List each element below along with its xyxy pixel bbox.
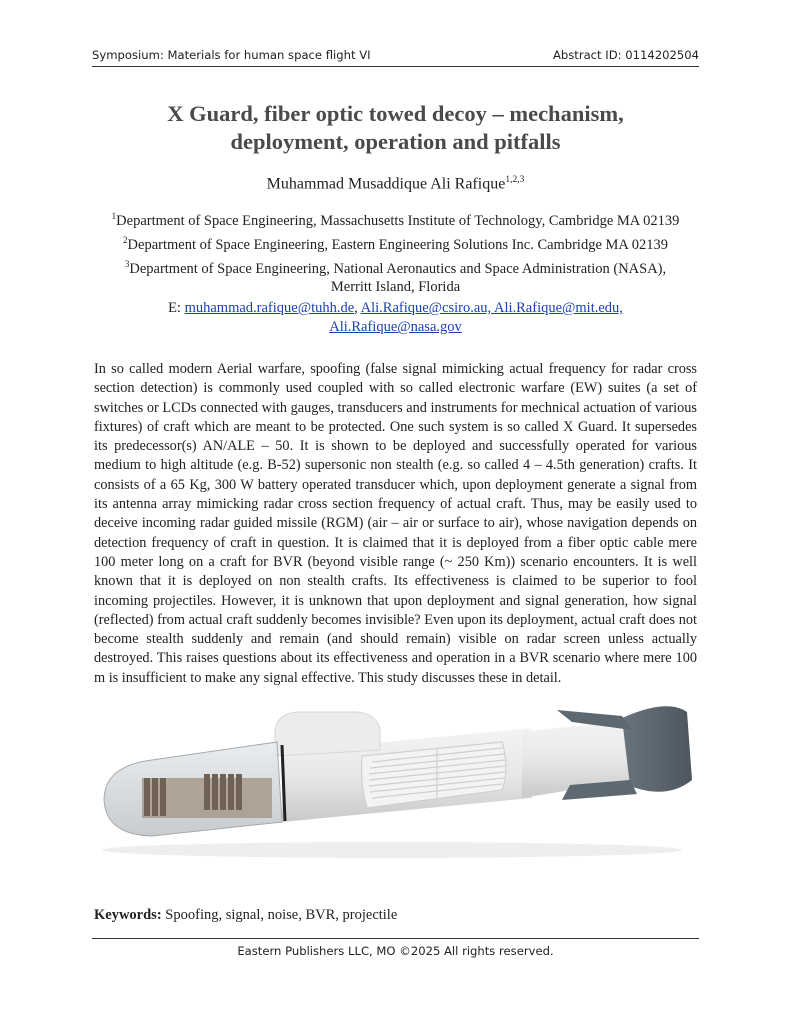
header-symposium: Symposium: Materials for human space flight VI (92, 48, 371, 62)
email-prefix: E: (168, 300, 185, 316)
header-abstract-id: Abstract ID: 0114202504 (552, 48, 699, 62)
affiliation-number: 1 (111, 211, 117, 221)
affiliation-text: Department of Space Engineering, Eastern Engineering Solutions Inc. Cambridge MA 02139 (127, 236, 668, 253)
footer-divider (92, 938, 699, 939)
top-housing (275, 712, 380, 756)
keywords (94, 907, 697, 924)
title-line-2: deployment, operation and pitfalls (230, 129, 561, 154)
affiliation-number: 2 (123, 234, 128, 245)
affiliation-text: Department of Space Engineering, Massachusetts Institute of Technology, Cambridge MA 02139 (116, 212, 680, 229)
affiliations (92, 207, 699, 297)
author-name: Muhammad Musaddique Ali Rafique (266, 175, 506, 193)
affiliation-text: Department of Space Engineering, National Aeronautics and Space Administration (NASA), (129, 260, 667, 277)
keywords-text: Spoofing, signal, noise, BVR, projectile (161, 907, 398, 923)
affiliation-3 (92, 255, 699, 279)
running-header (92, 44, 699, 67)
keywords-label: Keywords: (94, 907, 162, 923)
email-link-nasa[interactable]: Ali.Rafique@nasa.gov (329, 319, 462, 335)
paper-title (92, 100, 699, 156)
title-line-1: X Guard, fiber optic towed decoy – mechanism, (167, 101, 624, 126)
author (92, 175, 699, 193)
email-link-tuhh[interactable]: muhammad.rafique@tuhh.de (184, 300, 355, 316)
affiliation-2 (92, 231, 699, 255)
emails: E: muhammad.rafique@tuhh.de, Ali.Rafique@csiro.au, Ali.Rafique@mit.edu, Ali.Rafique@nasa.gov (168, 300, 623, 335)
shadow (102, 842, 682, 858)
affiliation-3-cont: Merritt Island, Florida (330, 279, 461, 296)
author-superscript: 1,2,3 (505, 175, 525, 185)
affiliation-number: 3 (124, 258, 130, 269)
abstract-body: In so called modern Aerial warfare, spoofing (false signal mimicking actual frequency for radar cross section detection) is commonly used coupled with so called electronic warfare (EW) suites (a set of switches or LCDs connected with gauges, transducers and instruments for mechnical actuation of various fixtures) of craft which are meant to be protected. One such system is so called X Guard. It supersedes its predecessor(s) AN/ALE – 50. It is shown to be deployed and successfully operated for various medium to high altitude (e.g. B-52) supersonic non stealth (e.g. so called 4 – 4.5th generation) crafts. It consists of a 65 Kg, 300 W battery operated transducer which, upon deployment generate a signal from its antenna array mimicking radar cross section frequency of actual craft. Thus, may be easily used to deceive incoming radar guided missile (RGM) (air – air or surface to air), whose navigation depends on detection frequency of craft in question. It is claimed that it is deployed from a fiber optic cable mere 100 meter long on a craft for BVR (beyond visible range (~ 250 Km)) scenario encounters. It is well known that it is deployed on non stealth crafts. Its effectiveness is claimed to be superior to fool incoming projectiles. However, it is unknown that upon deployment and signal generation, how signal (reflected) from actual craft suddenly becomes invisible? Even upon its deployment, actual craft does not become stealth suddenly and remain (and should remain) visible on radar screen unless actually destroyed. This raises questions about its effectiveness and operation in a BVR scenario where mere 100 m is insufficient to make any signal effective. This study discusses these in detail. (94, 361, 697, 686)
email-link-csiro-mit[interactable]: Ali.Rafique@csiro.au, Ali.Rafique@mit.edu, (360, 300, 623, 316)
decoy-illustration (92, 690, 704, 860)
affiliation-1 (92, 207, 699, 231)
decoy-figure (92, 690, 704, 860)
footer-copyright: Eastern Publishers LLC, MO ©2025 All rights reserved. (237, 944, 554, 958)
